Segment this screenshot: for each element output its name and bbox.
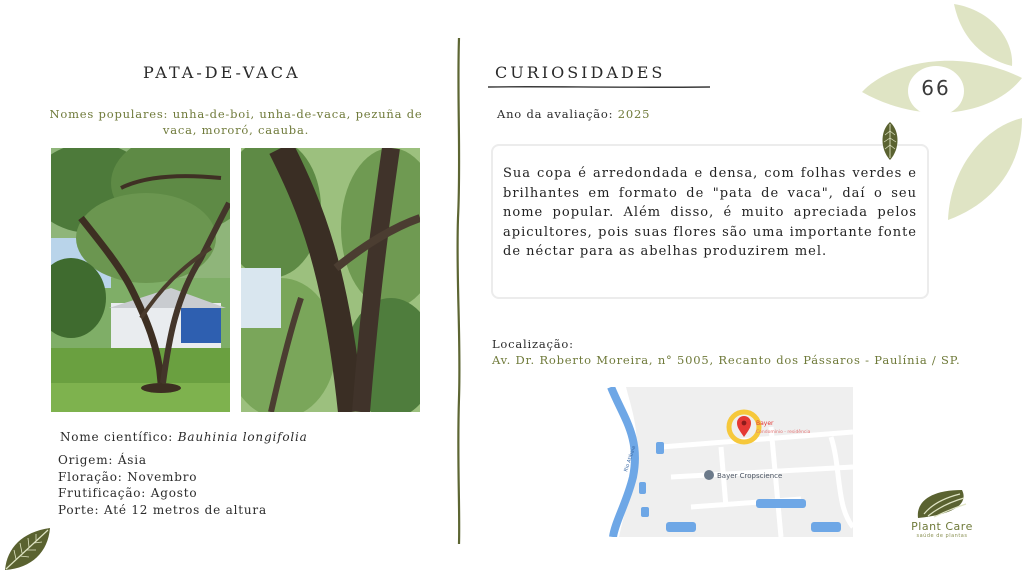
evaluation-year — [497, 107, 650, 121]
detail-label: Porte: — [58, 502, 100, 517]
scientific-name — [60, 430, 308, 444]
popular-names — [34, 106, 438, 138]
tree-photo-wide — [51, 148, 230, 412]
plant-title: PATA-DE-VACA — [143, 63, 301, 82]
detail-flowering — [58, 469, 267, 486]
detail-label: Floração: — [58, 469, 123, 484]
location-map[interactable] — [601, 387, 853, 537]
detail-fruiting — [58, 485, 267, 502]
brand-logo — [900, 486, 984, 539]
page-number: 66 — [921, 76, 951, 100]
detail-label: Frutificação: — [58, 486, 147, 500]
detail-value: Até 12 metros de altura — [103, 502, 267, 517]
leaf-icon — [878, 121, 902, 161]
section-title: CURIOSIDADES — [495, 63, 666, 82]
map-pin-sublabel: Condomínio - residência — [756, 430, 811, 435]
map-pin-label: Bayer — [756, 420, 774, 427]
brand-tagline: saúde de plantas — [916, 533, 968, 539]
popular-names-value: unha-de-boi, unha-de-vaca, pezuña de vaca, mororó, caauba. — [162, 107, 423, 137]
detail-size — [58, 502, 267, 519]
map-road-label: Rio Atibaia — [623, 445, 638, 473]
scientific-name-value: Bauhinia longifolia — [177, 430, 308, 444]
detail-value: Novembro — [127, 469, 198, 484]
detail-value: Agosto — [150, 486, 198, 500]
location-address: Av. Dr. Roberto Moreira, n° 5005, Recanto dos Pássaros - Paulínia / SP. — [492, 353, 961, 367]
detail-value: Ásia — [117, 453, 147, 467]
map-place-label: Bayer Cropscience — [717, 472, 783, 480]
brand-name: Plant Care — [911, 520, 973, 533]
plant-details — [58, 452, 267, 518]
scientific-name-label: Nome científico: — [60, 430, 174, 444]
tree-trunk-photo — [241, 148, 420, 412]
evaluation-year-value: 2025 — [617, 107, 651, 121]
description-text: Sua copa é arredondada e densa, com folhas verdes e brilhantes em formato de "pata de vaca", daí o seu nome popular. Além disso, é muito apreciada pelos apicultores, pois suas flores são uma importante fonte de néctar para as abelhas produzirem mel. — [503, 166, 917, 259]
leaf-icon — [2, 526, 52, 572]
detail-label: Origem: — [58, 453, 114, 467]
title-underline — [488, 84, 710, 90]
brand-leaf-icon — [900, 486, 984, 520]
detail-origin — [58, 452, 267, 469]
column-divider — [454, 38, 464, 544]
popular-names-label: Nomes populares: — [49, 107, 169, 121]
evaluation-year-label: Ano da avaliação: — [497, 107, 614, 121]
location-label: Localização: — [492, 337, 574, 351]
